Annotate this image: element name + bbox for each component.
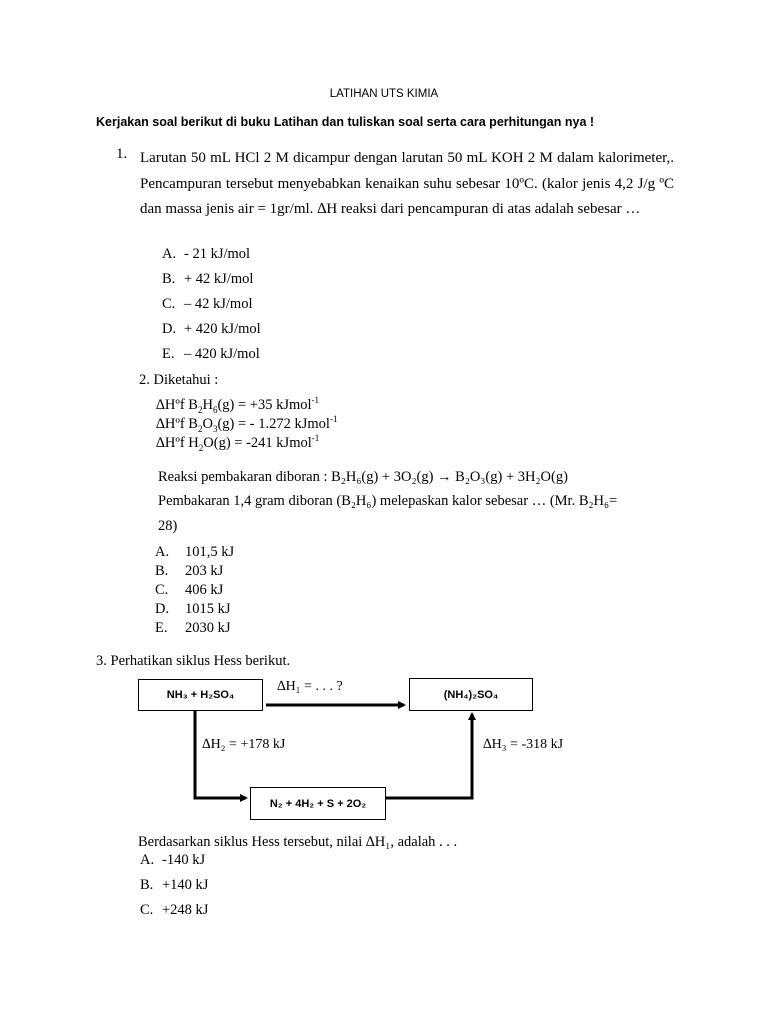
box-reactants-label: NH₃ + H₂SO₄: [166, 689, 235, 701]
unit-exponent: -1: [329, 414, 338, 425]
option-letter: B.: [155, 563, 169, 579]
formula-element: H: [188, 435, 199, 451]
option-text: 2030 kJ: [185, 620, 231, 636]
given-prefix: ∆Hºf: [156, 416, 189, 432]
dh2-label: ∆H₂ = +178 kJ: [202, 737, 286, 752]
option-letter: C.: [162, 296, 176, 312]
option-letter: D.: [155, 601, 170, 617]
unit-exponent: -1: [311, 433, 320, 444]
option-text: – 420 kJ/mol: [184, 346, 260, 362]
instruction-text: Kerjakan soal berikut di buku Latihan dan tuliskan soal serta cara perhitungan nya !: [96, 115, 595, 129]
box-reactants: [138, 679, 263, 711]
formula-element: O: [203, 435, 214, 451]
formula-subscript: 2: [197, 423, 203, 434]
formula-subscript: 2: [197, 404, 203, 415]
option-text: 203 kJ: [185, 563, 224, 579]
option-letter: A.: [162, 246, 177, 262]
option-letter: E.: [155, 620, 168, 636]
option-letter: C.: [155, 582, 169, 598]
dh1-label: ∆H₁ = . . . ?: [277, 679, 343, 694]
box-elements: [250, 787, 386, 820]
option-letter: D.: [162, 321, 177, 337]
formula-element: B: [188, 416, 198, 432]
option-text: 406 kJ: [185, 582, 224, 598]
option-text: 101,5 kJ: [185, 544, 235, 560]
arrow-dh2: [195, 711, 246, 798]
q3-option-b: [140, 877, 208, 894]
q2-question-line-1: Pembakaran 1,4 gram diboran (B₂H₆) melepaskan kalor sebesar … (Mr. B₂H₆=: [158, 493, 618, 509]
page-title: LATIHAN UTS KIMIA: [329, 88, 439, 100]
formula-element: O: [202, 416, 213, 432]
given-prefix: ∆Hºf: [156, 435, 189, 451]
given-value: (g) = +35 kJmol: [217, 397, 312, 413]
option-letter: B.: [162, 271, 176, 287]
q2-reaction-line: Reaksi pembakaran diboran : B₂H₆(g) + 3O₂(g) → B₂O₃(g) + 3H₂O(g): [158, 469, 568, 485]
option-letter: A.: [140, 852, 155, 868]
option-letter: C.: [140, 902, 154, 918]
option-text: – 42 kJ/mol: [184, 296, 253, 312]
option-letter: A.: [155, 544, 170, 560]
q1-number: 1.: [116, 146, 128, 162]
formula-element: H: [202, 397, 213, 413]
option-text: +140 kJ: [162, 877, 209, 893]
formula-subscript: 3: [212, 423, 218, 434]
formula-element: B: [188, 397, 198, 413]
box-elements-label: N₂ + 4H₂ + S + 2O₂: [269, 797, 367, 810]
dh3-label: ∆H₃ = -318 kJ: [483, 737, 564, 752]
option-text: - 21 kJ/mol: [184, 246, 251, 262]
given-value: (g) = -241 kJmol: [213, 435, 312, 451]
box-product-label: (NH₄)₂SO₄: [443, 688, 499, 701]
unit-exponent: -1: [311, 395, 320, 406]
arrow-dh3: [386, 714, 472, 798]
option-text: + 420 kJ/mol: [184, 321, 261, 337]
given-value: (g) = - 1.272 kJmol: [217, 416, 330, 432]
option-letter: B.: [140, 877, 154, 893]
q3-header: 3. Perhatikan siklus Hess berikut.: [96, 653, 291, 669]
formula-subscript: 2: [198, 442, 204, 453]
q3-option-c: [140, 902, 208, 919]
option-text: + 42 kJ/mol: [184, 271, 254, 287]
box-product: [409, 678, 533, 711]
q3-question: Berdasarkan siklus Hess tersebut, nilai ∆H₁, adalah . . .: [138, 834, 458, 850]
q3-option-a: [140, 852, 205, 869]
option-text: -140 kJ: [162, 852, 206, 868]
option-text: +248 kJ: [162, 902, 209, 918]
option-text: 1015 kJ: [185, 601, 231, 617]
q1-text: Larutan 50 mL HCl 2 M dicampur dengan larutan 50 mL KOH 2 M dalam kalorimeter,. Pencampuran tersebut menyebabkan kenaikan suhu sebesar 10ºC. (kalor jenis 4,2 J/g ºC dan massa jenis air = 1gr/ml. ∆H reaksi dari pencampuran di atas adalah sebesar …: [140, 150, 674, 217]
q2-question-line-2: 28): [158, 518, 178, 534]
formula-subscript: 6: [212, 404, 218, 415]
given-prefix: ∆Hºf: [156, 397, 189, 413]
q2-header: 2. Diketahui :: [139, 372, 219, 388]
option-letter: E.: [162, 346, 175, 362]
